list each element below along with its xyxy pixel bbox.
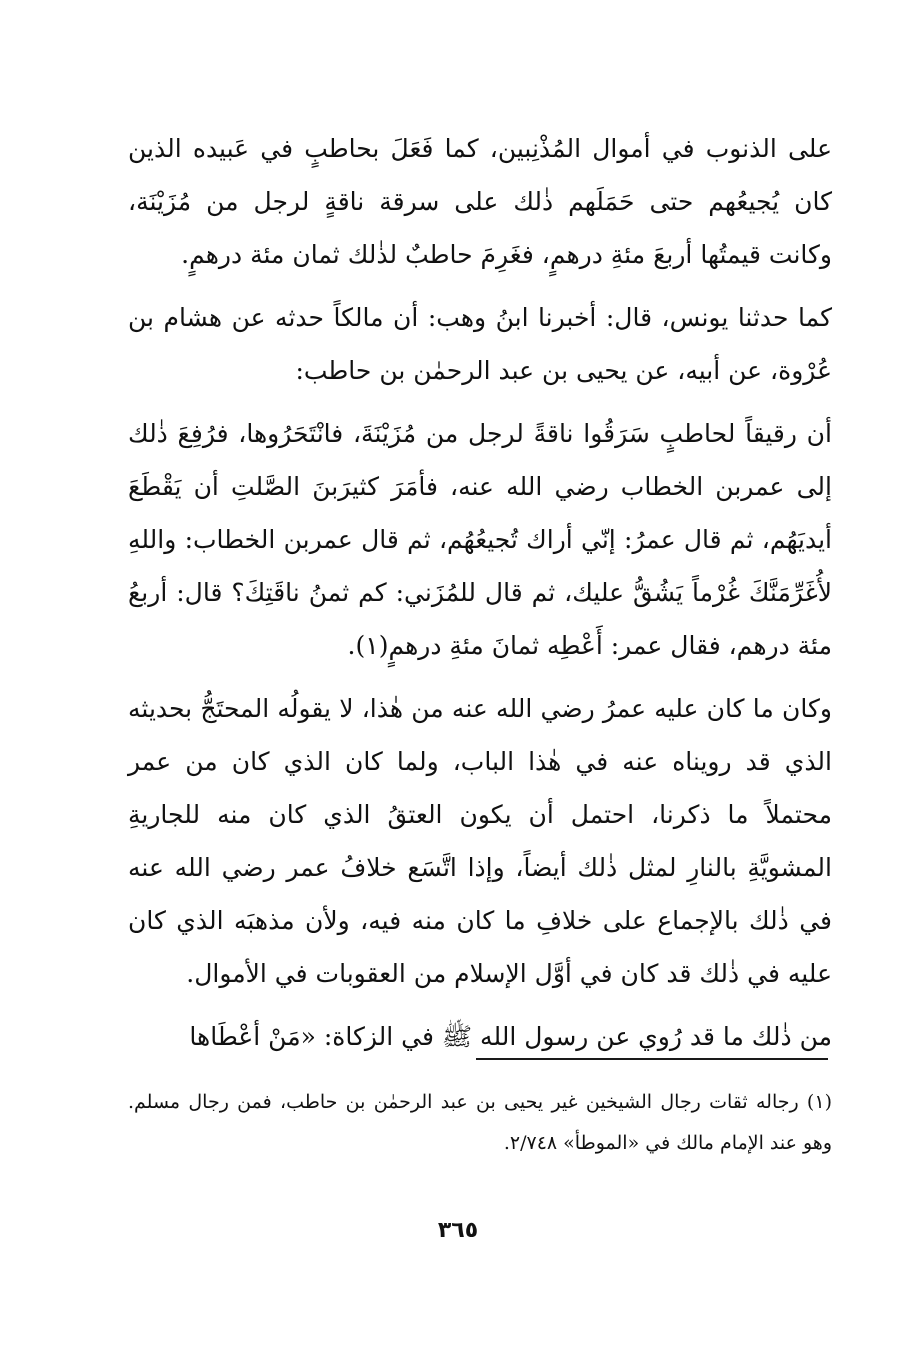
page-number: ٣٦٥ (437, 1218, 479, 1243)
paragraph-2: كما حدثنا يونس، قال: أخبرنا ابنُ وهب: أن مالكاً حدثه عن هشام بن عُرْوة، عن أبيه، عن يحيى بن عبد الرحمٰن بن حاطب: (128, 303, 832, 385)
main-text (128, 122, 832, 1073)
paragraph-3: أن رقيقاً لحاطبٍ سَرَقُوا ناقةً لرجل من مُزَيْنَةَ، فانْتَحَرُوها، فرُفِعَ ذٰلك إلى عمربن الخطاب رضي الله عنه، فأمَرَ كثيرَبنَ الصَّلتِ أن يَقْطَعَ أيديَهُم، ثم قال عمرُ: إنّي أراك تُجيعُهُم، ثم قال عمربن الخطاب: واللهِ لأُغَرِّمَنَّكَ غُرْماً يَشُقُّ عليك، ثم قال للمُزَني: كم ثمنُ ناقَتِكَ؟ قال: أربعُ مئة درهم، فقال عمر: أَعْطِه ثمانَ مئةِ درهمٍ(١). (128, 419, 832, 660)
footnote-divider (476, 1058, 828, 1060)
paragraph-5: من ذٰلك ما قد رُوي عن رسول الله ﷺ في الزكاة: «مَنْ أعْطَاها (189, 1022, 832, 1051)
paragraph-1: على الذنوب في أموال المُذْنِبين، كما فَعَلَ بحاطبٍ في عَبيده الذين كان يُجيعُهم حتى حَمَلَهم ذٰلك على سرقة ناقةٍ لرجل من مُزَيْنَة، وكانت قيمتُها أربعَ مئةِ درهمٍ، فغَرِمَ حاطبٌ لذٰلك ثمان مئة درهمٍ. (128, 134, 832, 269)
footnote: (١) رجاله ثقات رجال الشيخين غير يحيى بن عبد الرحمٰن بن حاطب، فمن رجال مسلم. وهو عند الإمام مالك في «الموطأ» ٢/٧٤٨. (128, 1091, 832, 1154)
paragraph-4: وكان ما كان عليه عمرُ رضي الله عنه من هٰذا، لا يقولُه المحتَجُّ بحديثه الذي قد رويناه عنه في هٰذا الباب، ولما كان الذي كان من عمر محتملاً ما ذكرنا، احتمل أن يكون العتقُ الذي كان منه للجاريةِ المشويَّةِ بالنارِ لمثل ذٰلك أيضاً، وإذا اتَّسَع خلافُ عمر رضي الله عنه في ذٰلك بالإجماع على خلافِ ما كان منه فيه، ولأن مذهبَه الذي كان عليه في ذٰلك قد كان في أوَّل الإسلام من العقوبات في الأموال. (128, 694, 832, 988)
